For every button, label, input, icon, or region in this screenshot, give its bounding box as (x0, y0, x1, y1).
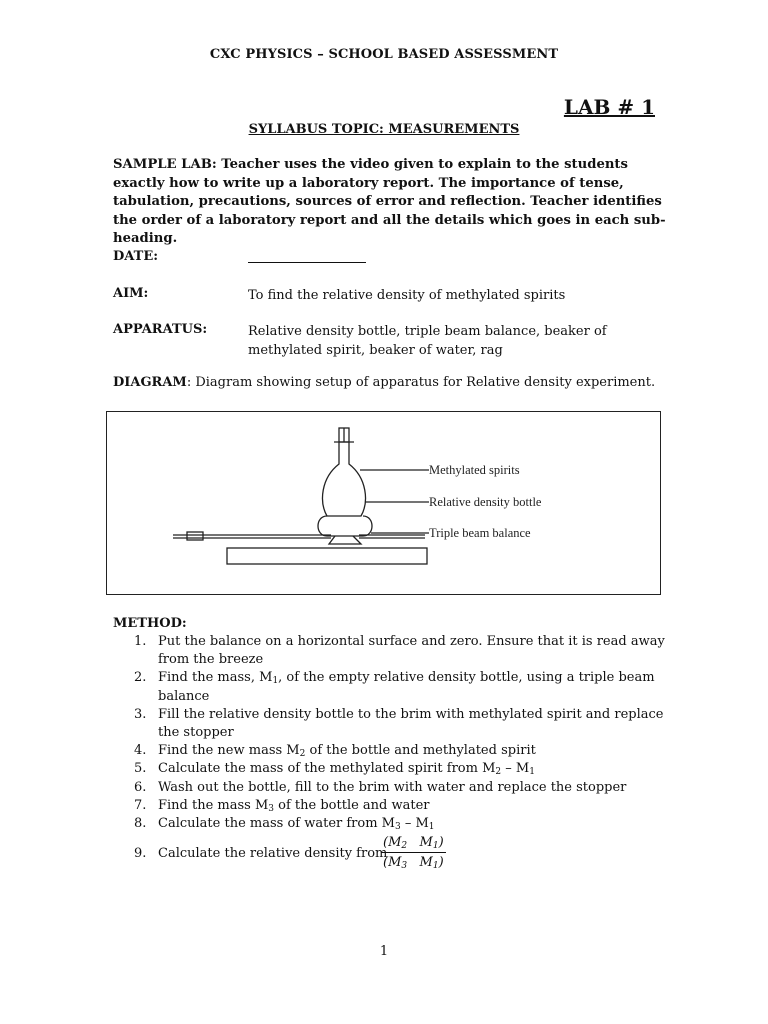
label-triple-beam-balance: Triple beam balance (429, 526, 531, 540)
method-step: 1. Put the balance on a horizontal surface and zero. Ensure that it is read away from the breeze (134, 634, 665, 668)
apparatus-label: APPARATUS: (113, 322, 208, 337)
diagram-caption: : Diagram showing setup of apparatus for Relative density experiment. (186, 375, 656, 390)
method-heading: METHOD: (113, 616, 187, 631)
diagram-label: DIAGRAM (113, 375, 187, 390)
balance-base-shape (227, 548, 427, 564)
method-step: 3. Fill the relative density bottle to the brim with methylated spirit and replace the stopper (134, 706, 664, 741)
label-methylated-spirits: Methylated spirits (429, 463, 520, 477)
method-step: 8. Calculate the mass of water from $M_3 - M_1$ (134, 816, 435, 833)
date-blank-line (248, 262, 366, 263)
formula-denominator: ($M_3$ $M_1$) (383, 855, 444, 871)
syllabus-topic: SYLLABUS TOPIC: MEASUREMENTS (248, 122, 520, 137)
method-steps (113, 633, 673, 863)
method-step: 2. Find the mass, $M_1$, of the empty relative density bottle, using a triple beam balance (134, 670, 655, 704)
formula-numerator: ($M_2$ $M_1$) (383, 835, 444, 851)
method-step: 7. Find the mass $M_3$ of the bottle and water (134, 797, 430, 814)
method-step: 5. Calculate the mass of the methylated spirit from $M_2 - M_1$ (134, 761, 535, 778)
apparatus-drawing (107, 412, 662, 596)
page-number: 1 (379, 944, 389, 959)
apparatus-diagram (106, 411, 661, 595)
lab-number: LAB # 1 (563, 95, 655, 119)
balance-pan-shape (318, 516, 372, 536)
document-header: CXC PHYSICS – SCHOOL BASED ASSESSMENT (209, 47, 559, 62)
method-step: 6. Wash out the bottle, fill to the brim with water and replace the stopper (134, 779, 627, 795)
aim-value: To find the relative density of methylated spirits (248, 288, 566, 303)
method-step: 4. Find the new mass $M_2$ of the bottle and methylated spirit (134, 743, 536, 760)
label-relative-density-bottle: Relative density bottle (429, 495, 542, 509)
method-step: 9. Calculate the relative density from (134, 846, 388, 862)
date-label: DATE: (113, 249, 159, 264)
aim-label: AIM: (113, 286, 149, 301)
sample-lab-intro: SAMPLE LAB: Teacher uses the video given to explain to the students exactly how to write up a laboratory report. The importance of tense, tabulation, precautions, sources of error and reflection. Teacher identifies the order of a laboratory report and all the details which goes in each sub-heading. (113, 157, 666, 246)
diagram-caption-line (113, 375, 655, 390)
relative-density-formula (381, 835, 446, 870)
apparatus-value: Relative density bottle, triple beam balance, beaker of methylated spirit, beaker of water, rag (248, 324, 607, 358)
fraction-bar (381, 852, 446, 853)
relative-density-bottle-shape (323, 442, 366, 516)
